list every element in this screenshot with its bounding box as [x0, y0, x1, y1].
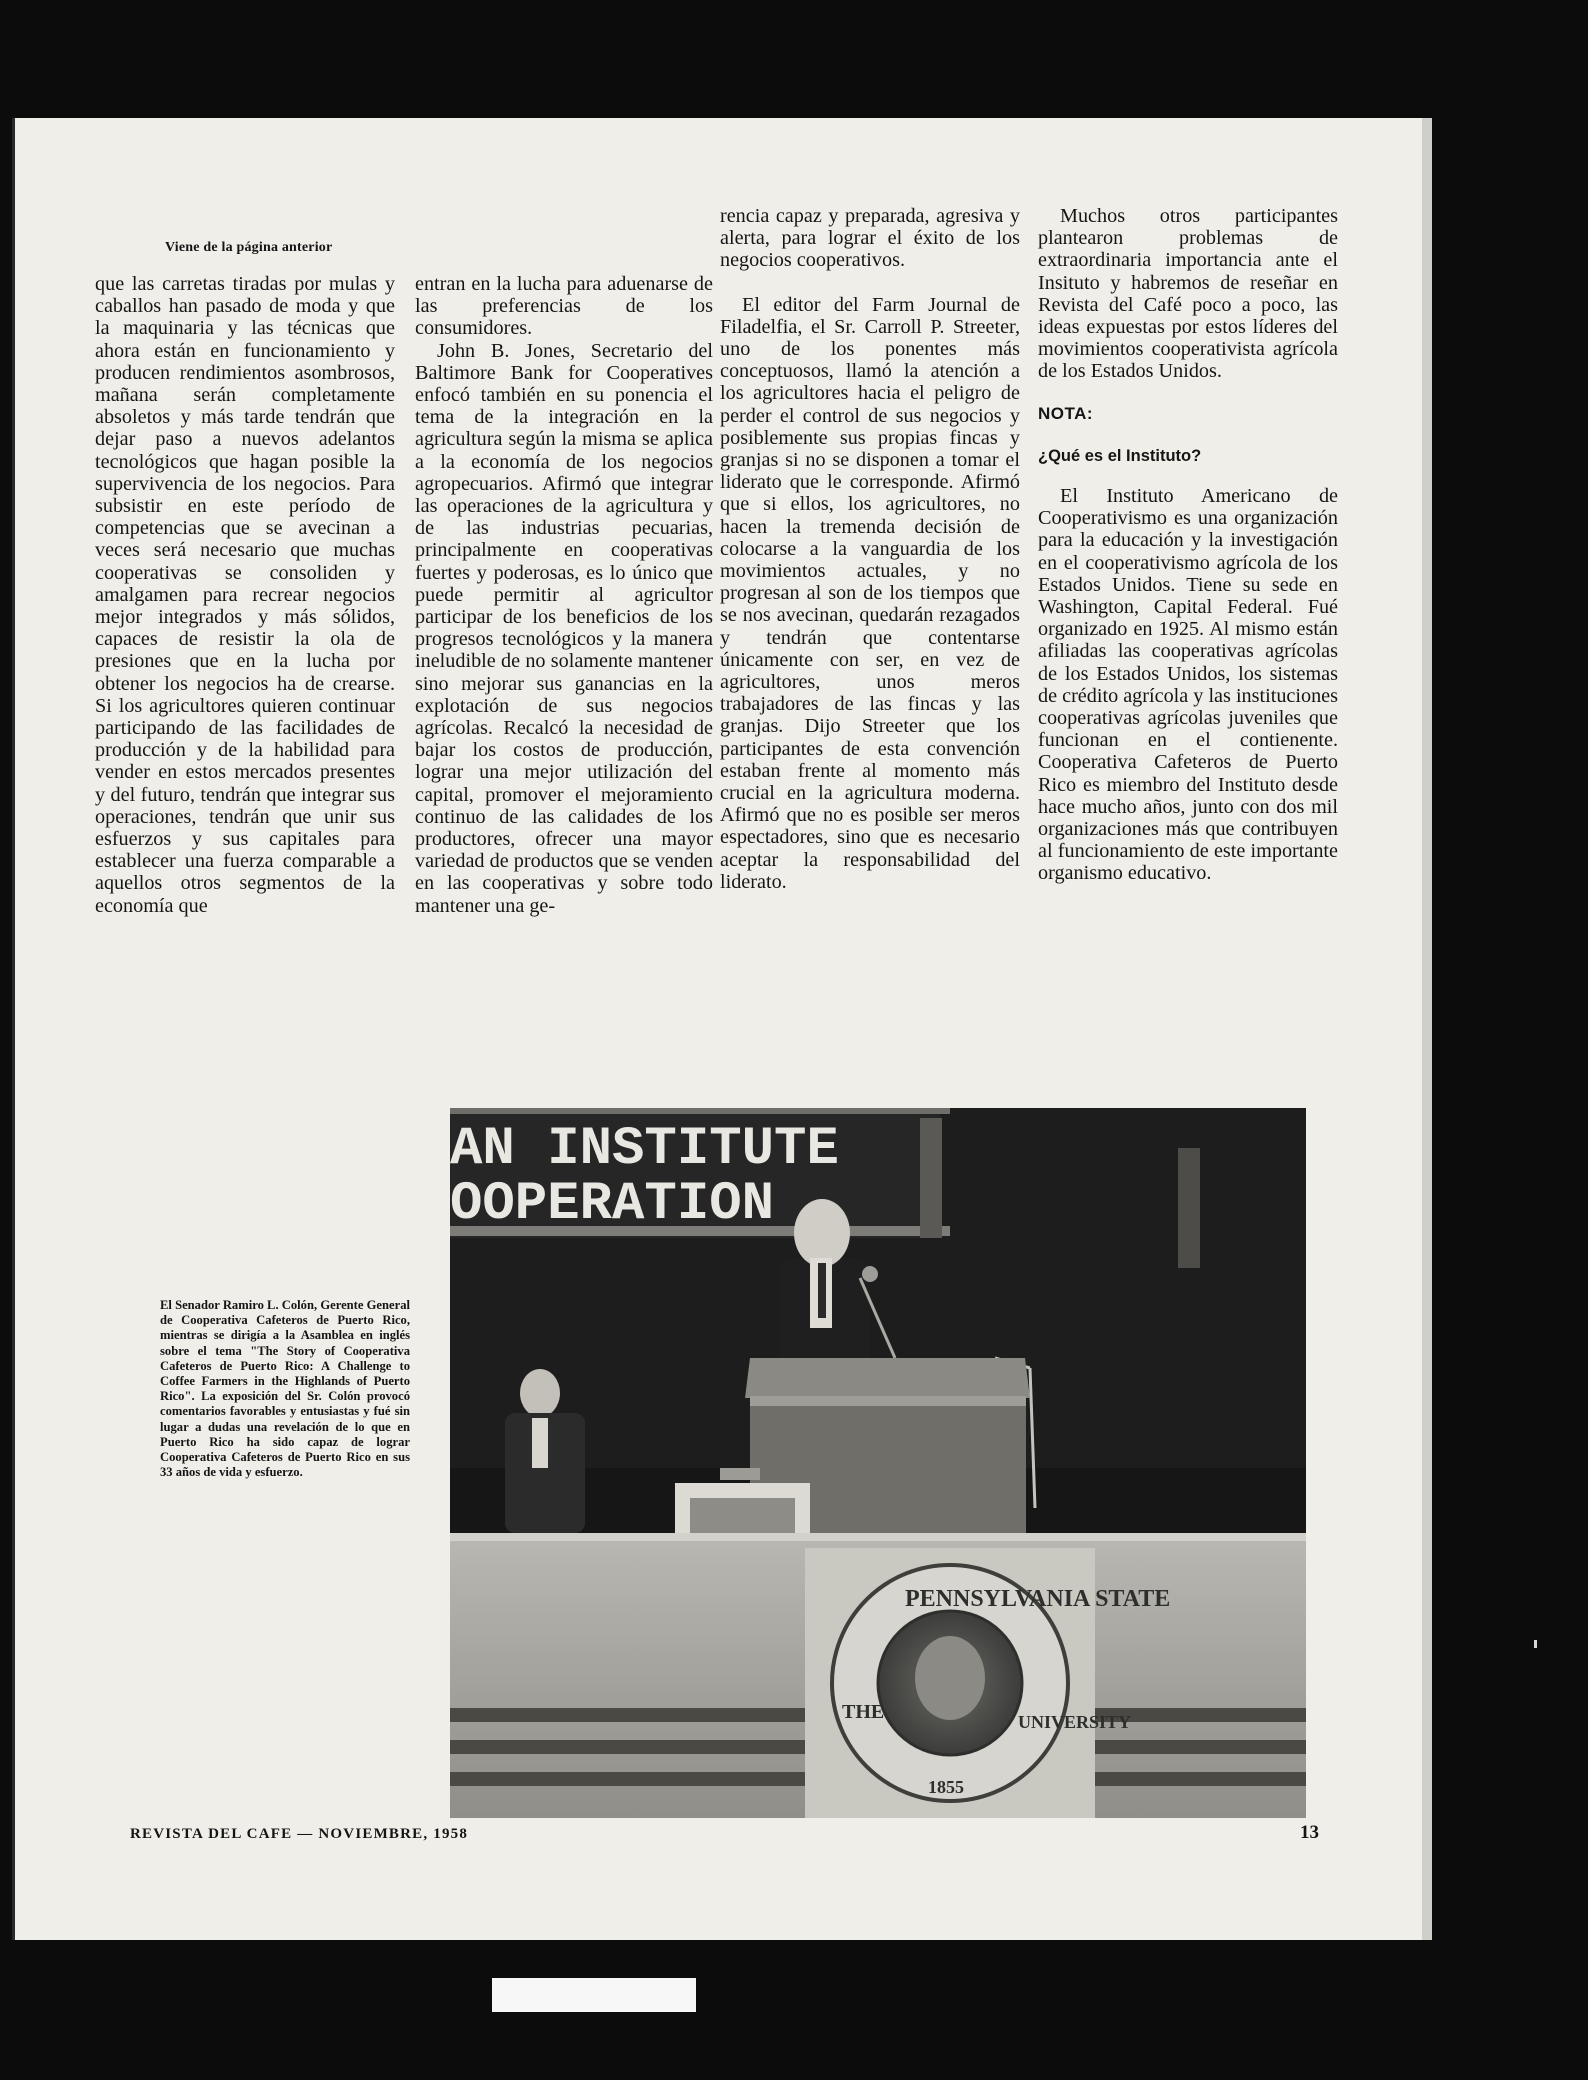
seal-text-top: PENNSYLVANIA STATE [905, 1586, 1171, 1612]
seal-year: 1855 [928, 1777, 964, 1797]
column-1-paragraph: que las carretas tiradas por mulas y caballos han pasado de moda y que la maquinaria y las técnicas que ahora están en funcionamiento y producen rendimientos asombrosos, mañana serán completamente absoletos y más tarde tendrán que dejar paso a nuevos adelantos tecnológicos que hagan posible la supervivencia de los negocios. Para subsistir en este período de competencias que se avecinan a veces será necesario que muchas cooperativas se consoliden y amalgamen para recrear negocios mejor integrados y más sólidos, capaces de resistir la ola de presiones que en la lucha por obtener los negocios ha de crearse. Si los agricultores quieren continuar participando de las facilidades de producción y de la habilidad para vender en estos mercados presentes y del futuro, tendrán que integrar sus operaciones, tendrán que unir sus esfuerzos y sus capitales para establecer una fuerza comparable a aquellos otros segmentos de la economía que [95, 273, 395, 917]
microphone [862, 1266, 878, 1282]
torch-decoration-left [920, 1118, 942, 1238]
banner-text-line-1: AN INSTITUTE [450, 1119, 839, 1180]
instituto-heading: ¿Qué es el Instituto? [1038, 446, 1202, 465]
article-column-4 [1038, 205, 1338, 885]
seal-text-bottom: UNIVERSITY [1018, 1712, 1132, 1732]
nota-heading: NOTA: [1038, 403, 1094, 423]
column-2-paragraph-2: John B. Jones, Secretario del Baltimore Bank for Cooperatives enfocó también en su ponencia el tema de la integración en la agricultura según la misma se aplica a la economía de los negocios agropecuarios. Afirmó que integrar las operaciones de la agricultura y de las industrias pecuarias, principalmente en cooperativas fuertes y poderosas, es lo único que puede permitir al agricultor participar de los beneficios de los progresos tecnológicos y la manera ineludible de no solamente mantener sino mejorar sus ganancias en la explotación de sus negocios agrícolas. Recalcó la necesidad de bajar los costos de producción, lograr una mejor utilización del capital, promover el mejoramiento continuo de las calidades de los productores, ofrecer una mayor variedad de productos que se venden en las cooperativas y sobre todo mantener una ge- [415, 339, 713, 917]
article-column-3 [720, 205, 1020, 893]
column-4-paragraph-1: Muchos otros participantes plantearon problemas de extraordinaria importancia ante el Insituto y habremos de reseñar en Revista del Café poco a poco, las ideas expuestas por estos líderes del movimientos cooperativista agrícola de los Estados Unidos. [1038, 205, 1338, 383]
page-number: 13 [1300, 1822, 1319, 1843]
scan-artifact [1534, 1640, 1537, 1648]
column-3-paragraph-2: El editor del Farm Journal de Filadelfia, el Sr. Carroll P. Streeter, uno de los ponentes más conceptuosos, llamó la atención a los agricultores hacia el peligro de perder el control de sus negocios y posiblemente sus propias fincas y granjas si no se disponen a tomar el liderato que le corresponde. Afirmó que si ellos, los agricultores, no hacen la tremenda decisión de colocarse a la vanguardia de los movimientos actuales, y no progresan al son de los tiempos que se nos avecinan, quedarán rezagados y tendrán que contentarse únicamente con ser, en vez de agricultores, unos meros trabajadores de las fincas y las granjas. Dijo Streeter que los participantes de esta convención estaban frente al momento más crucial en la agricultura moderna. Afirmó que no es posible ser meros espectadores, sino que es necesario aceptar la responsabilidad del liderato. [720, 293, 1020, 893]
article-column-2 [415, 273, 713, 917]
institute-banner [450, 1108, 950, 1238]
photo-caption: El Senador Ramiro L. Colón, Gerente General de Cooperativa Cafeteros de Puerto Rico, mientras se dirigía a la Asamblea en inglés sobre el tema "The Story of Cooperativa Cafeteros de Puerto Rico: A Challenge to Coffee Farmers in the Highlands of Puerto Rico". La exposición del Sr. Colón provocó comentarios favorables y entusiastas y fué sin lugar a dudas una revelación de lo que en Puerto Rico ha sido capaz de lograr Cooperativa Cafeteros de Puerto Rico en sus 33 años de vida y esfuerzo. [160, 1298, 410, 1480]
torch-decoration-right [1178, 1148, 1200, 1268]
page-edge-shadow [12, 118, 15, 1940]
banner-text-line-2: OOPERATION [450, 1174, 775, 1235]
conference-photo [450, 1108, 1306, 1818]
seal-text-side: THE [842, 1701, 885, 1723]
continued-from-label: Viene de la página anterior [165, 240, 333, 255]
column-4-paragraph-2: El Instituto Americano de Cooperativismo es una organización para la educación y la investigación en el cooperativismo agrícola de los Estados Unidos. Tiene su sede en Washington, Capital Federal. Fué organizado en 1925. Al mismo están afiliadas las cooperativas agrícolas de los Estados Unidos, los sistemas de crédito agrícola y las instituciones cooperativas agrícolas juveniles que funcionan en el contienente. Cooperativa Cafeteros de Puerto Rico es miembro del Instituto desde hace mucho años, junto con dos mil organizaciones más que contribuyen al funcionamiento de este importante organismo educativo. [1038, 485, 1338, 885]
column-3-paragraph-1: rencia capaz y preparada, agresiva y alerta, para lograr el éxito de los negocios cooperativos. [720, 205, 1020, 272]
column-2-paragraph-1: entran en la lucha para aduenarse de las preferencias de los consumidores. [415, 273, 713, 340]
scanner-label-strip [492, 1978, 696, 2012]
footer-publication: REVISTA DEL CAFE — NOVIEMBRE, 1958 [130, 1826, 469, 1842]
article-column-1 [95, 273, 395, 917]
